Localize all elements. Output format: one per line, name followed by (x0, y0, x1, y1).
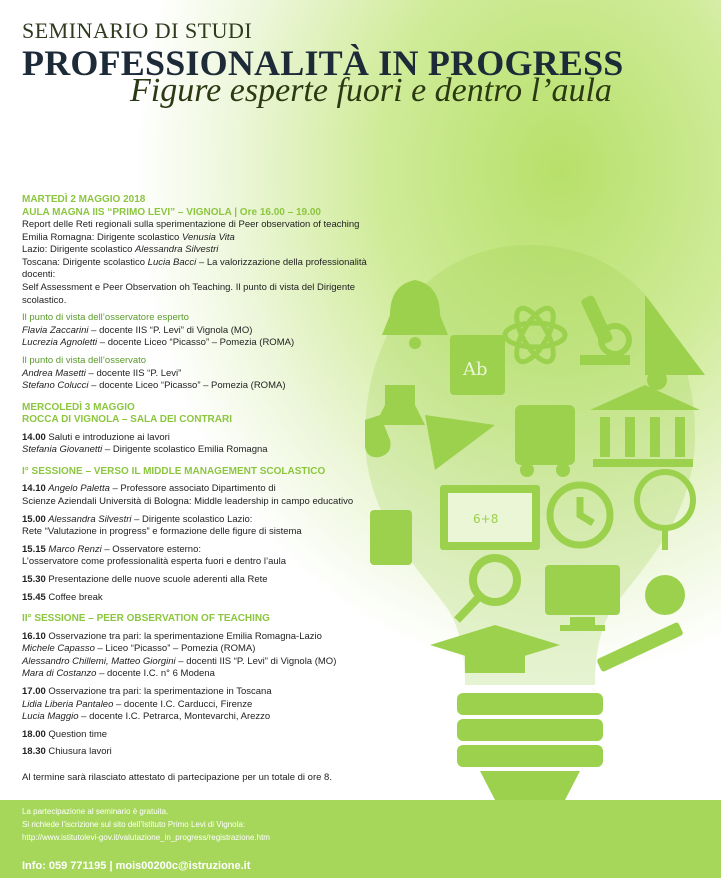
bulb-base (457, 693, 603, 800)
day1-intro: Report delle Reti regionali sulla sperimentazione di Peer observation of teaching (22, 219, 360, 230)
speaker-role: – docenti IIS “P. Levi” di Vignola (MO) (175, 655, 337, 667)
slot-text: Coffee break (45, 591, 103, 603)
registration-link[interactable]: http://www.istitutolevi-gov.it/valutazione_in_progress/registrazione.htm (22, 833, 270, 842)
speaker-name: Alessandro Chillemi, Matteo Giorgini (22, 655, 176, 667)
pencil-icon (596, 622, 683, 673)
slot-1410 (22, 483, 402, 496)
slot-1700-p2 (22, 711, 402, 724)
slot-time: 17.00 (22, 686, 46, 698)
page-subtitle: Figure esperte fuori e dentro l’aula (130, 72, 612, 109)
slot-time: 18.30 (22, 746, 46, 758)
slot-1610-p2 (22, 656, 402, 669)
day1-place: AULA MAGNA IIS “PRIMO LEVI” – VIGNOLA | Ore 16.00 – 19.00 (22, 206, 321, 218)
slot-time: 16.10 (22, 630, 46, 642)
speaker-name: Angelo Paletta (45, 483, 110, 495)
esperto-2 (22, 337, 402, 350)
toscana-name: Lucia Bacci (147, 256, 197, 268)
slot-1515 (22, 544, 402, 557)
slot-time: 18.00 (22, 728, 46, 740)
slot-1410-2: Scienze Aziendali Università di Bologna: Middle leadership in campo educativo (22, 496, 354, 507)
esperto-2-role: – docente Liceo “Picasso” – Pomezia (ROMA) (97, 337, 295, 349)
svg-text:6+8: 6+8 (473, 512, 499, 526)
toscana-label: Toscana: Dirigente scolastico (22, 256, 148, 268)
lazio-name: Alessandra Silvestri (135, 244, 219, 256)
toscana-text: – La valorizzazione della professionalità docenti: (22, 256, 367, 281)
speaker-role: – docente I.C. Petrarca, Montevarchi, Arezzo (78, 711, 271, 723)
slot-text: Presentazione delle nuove scuole aderenti alla Rete (45, 573, 268, 585)
lightbulb-icon (647, 370, 667, 390)
day1-toscana (22, 257, 402, 282)
slot-1500 (22, 514, 402, 527)
day1-lazio (22, 244, 402, 257)
chalkboard-icon (440, 485, 540, 550)
speaker-role: – docente I.C. Carducci, Firenze (113, 698, 253, 710)
slot-text: Question time (45, 728, 108, 740)
pretitle: SEMINARIO DI STUDI (22, 18, 253, 43)
slot-1400-speaker (22, 444, 402, 457)
day2-place: ROCCA DI VIGNOLA – SALA DEI CONTRARI (22, 414, 233, 426)
slot-text: Chiusura lavori (45, 746, 112, 758)
day1-date: MARTEDÌ 2 MAGGIO 2018 (22, 194, 146, 205)
slot-text: – Professore associato Dipartimento di (109, 483, 276, 495)
emilia-name: Venusia Vita (181, 231, 235, 243)
slot-text: Saluti e introduzione ai lavori (45, 431, 170, 443)
lazio-label: Lazio: Dirigente scolastico (22, 244, 135, 256)
speaker-name: Lucia Maggio (22, 711, 79, 723)
speaker-name: Michele Capasso (22, 643, 95, 655)
slot-1500-2: Rete “Valutazione in progress” e formazione delle figure di sistema (22, 526, 302, 538)
osservato-2-name: Stefano Colucci (22, 380, 89, 392)
osservato-2-role: – docente Liceo “Picasso” – Pomezia (ROMA) (88, 380, 286, 392)
speaker-name: Alessandra Silvestri (45, 513, 132, 525)
program-content (22, 194, 402, 759)
slot-1610 (22, 631, 402, 644)
slot-1400 (22, 432, 402, 445)
slot-time: 14.10 (22, 483, 46, 495)
slot-text: – Dirigente scolastico Lazio: (131, 513, 253, 525)
slot-time: 15.00 (22, 513, 46, 525)
slot-time: 15.45 (22, 591, 46, 603)
speaker-role: – Dirigente scolastico Emilia Romagna (102, 444, 268, 456)
footer-line-2: Si richiede l’iscrizione sul sito dell’Istituto Primo Levi di Vignola: (22, 820, 246, 829)
apple-icon (645, 575, 685, 615)
session2-title: II° SESSIONE – PEER OBSERVATION OF TEACHING (22, 613, 270, 625)
slot-1610-p1 (22, 643, 402, 656)
footer (0, 800, 721, 878)
slot-1700-p1 (22, 699, 402, 712)
footer-line-1: La partecipazione al seminario è gratuita. (22, 807, 169, 816)
osservato-1 (22, 368, 402, 381)
day1-toscana-2: Self Assessment e Peer Observation oh Teaching. Il punto di vista del Dirigente scolastico. (22, 281, 356, 306)
slot-text: – Osservatore esterno: (101, 543, 202, 555)
speaker-name: Lidia Liberia Pantaleo (22, 698, 114, 710)
day2-date: MERCOLEDÌ 3 MAGGIO (22, 401, 135, 413)
esperto-heading: Il punto di vista dell’osservatore esperto (22, 312, 189, 324)
osservato-1-role: – docente IIS “P. Levi” (85, 367, 182, 379)
emilia-label: Emilia Romagna: Dirigente scolastico (22, 231, 182, 243)
esperto-1-name: Flavia Zaccarini (22, 324, 89, 336)
day1-emilia (22, 232, 402, 245)
slot-time: 15.30 (22, 573, 46, 585)
slot-time: 15.15 (22, 543, 46, 555)
speaker-name: Marco Renzi (45, 543, 102, 555)
speaker-name: Mara di Costanzo (22, 668, 97, 680)
slot-1700 (22, 686, 402, 699)
svg-text:Ab: Ab (463, 359, 488, 380)
slot-time: 14.00 (22, 431, 46, 443)
slot-1610-p3 (22, 668, 402, 681)
slot-text: Osservazione tra pari: la sperimentazione Emilia Romagna-Lazio (45, 630, 322, 642)
speaker-name: Stefania Giovanetti (22, 444, 103, 456)
slot-1515-2: L’osservatore come professionalità esperta fuori e dentro l’aula (22, 556, 287, 568)
contact-info: Info: 059 771195 | mois00200c@istruzione.it (22, 860, 251, 872)
osservato-heading: Il punto di vista dell’osservato (22, 354, 147, 366)
osservato-1-name: Andrea Masetti (22, 367, 86, 379)
slot-1800 (22, 729, 402, 742)
session1-title: I° SESSIONE – VERSO IL MIDDLE MANAGEMENT SCOLASTICO (22, 465, 326, 477)
speaker-role: – Liceo “Picasso” – Pomezia (ROMA) (94, 643, 256, 655)
esperto-1 (22, 325, 402, 338)
esperto-1-role: – docente IIS “P. Levi” di Vignola (MO) (88, 324, 253, 336)
ruler-triangle-icon (645, 295, 705, 375)
speaker-role: – docente I.C. n° 6 Modena (96, 668, 215, 680)
slot-1830 (22, 746, 402, 759)
esperto-2-name: Lucrezia Agnoletti (22, 337, 98, 349)
slot-1545 (22, 592, 402, 605)
slot-1530 (22, 574, 402, 587)
slot-text: Osservazione tra pari: la sperimentazione in Toscana (45, 686, 272, 698)
page-title: PROFESSIONALITÀ IN PROGRESS (22, 43, 624, 83)
book-icon (450, 335, 505, 395)
final-note: Al termine sarà rilasciato attestato di partecipazione per un totale di ore 8. (22, 772, 332, 783)
osservato-2 (22, 380, 402, 393)
